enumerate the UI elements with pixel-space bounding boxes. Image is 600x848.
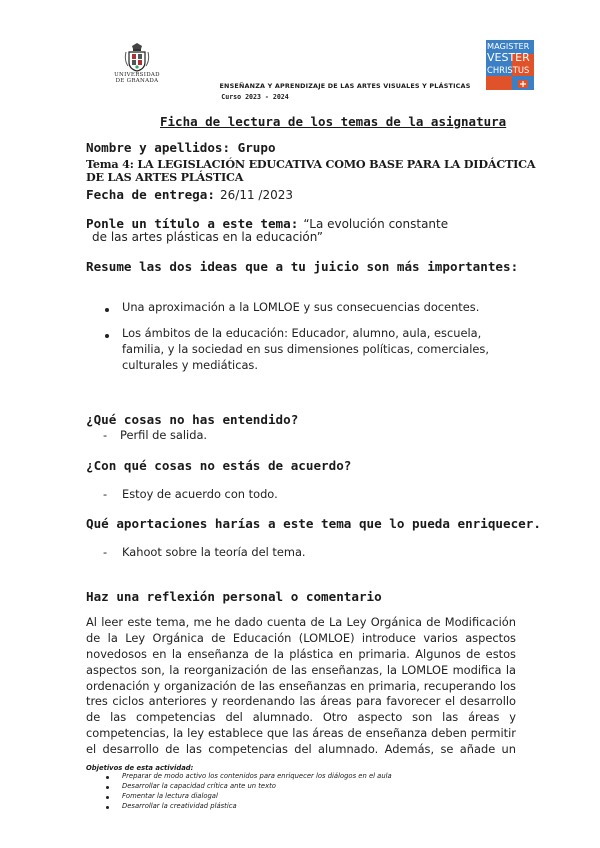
tema-title-line1: Tema 4: LA LEGISLACIÓN EDUCATIVA COMO BASE PARA LA DIDÁCTICA bbox=[86, 157, 536, 171]
university-name-line2: DE GRANADA bbox=[115, 78, 159, 84]
objective-item: Desarrollar la capacidad crítica ante un texto bbox=[122, 782, 276, 790]
reflection-question: Haz una reflexión personal o comentario bbox=[86, 589, 382, 604]
objectives-title: Objetivos de esta actividad: bbox=[86, 764, 194, 772]
tema-title-line2: DE LAS ARTES PLÁSTICA bbox=[86, 170, 244, 184]
summary-bullet-2-line3: culturales y mediáticas. bbox=[122, 358, 258, 372]
coat-of-arms-icon bbox=[124, 42, 150, 72]
magister-text-line3: CHRISTUS bbox=[487, 65, 530, 75]
reflection-line: tres ciclos anteriores y reordenando las áreas para favorecer el desarrollo bbox=[86, 694, 516, 709]
title-question-label: Ponle un título a este tema: bbox=[86, 216, 299, 231]
not-understood-answer: Perfil de salida. bbox=[120, 428, 208, 442]
magister-text-line2: VESTER bbox=[487, 51, 530, 64]
objective-item: Fomentar la lectura dialogal bbox=[122, 792, 218, 800]
summary-question: Resume las dos ideas que a tu juicio son más importantes: bbox=[86, 259, 519, 274]
document-title: Ficha de lectura de los temas de la asignatura bbox=[160, 114, 507, 129]
contributions-dash: - bbox=[103, 545, 108, 559]
course-header-year: Curso 2023 - 2024 bbox=[221, 93, 289, 101]
reflection-line: de la Ley Orgánica de Educación (LOMLOE) introduce varios aspectos bbox=[86, 630, 516, 645]
reflection-line: ordenación y organización de las enseñanzas en primaria, recuperando los bbox=[86, 678, 516, 693]
delivery-date-label: Fecha de entrega: bbox=[86, 187, 215, 202]
reflection-line: Al leer este tema, me he dado cuenta de La Ley Orgánica de Modificación bbox=[86, 615, 516, 629]
delivery-date bbox=[86, 184, 293, 203]
contributions-question: Qué aportaciones harías a este tema que lo pueda enriquecer. bbox=[86, 516, 541, 531]
objective-item: Preparar de modo activo los contenidos para enriquecer los diálogos en el aula bbox=[122, 772, 392, 780]
bullet-dot bbox=[105, 334, 109, 338]
disagree-question: ¿Con qué cosas no estás de acuerdo? bbox=[86, 458, 352, 473]
bullet-dot bbox=[106, 806, 109, 809]
not-understood-dash: - bbox=[103, 428, 108, 442]
reflection-line: competencias, la ley establece que las áreas de enseñanza deben permitir bbox=[86, 726, 516, 741]
title-answer-line1: “La evolución constante bbox=[303, 217, 449, 231]
objective-item: Desarrollar la creatividad plástica bbox=[122, 802, 237, 810]
university-name-line1: UNIVERSIDAD bbox=[114, 72, 160, 78]
bullet-dot bbox=[106, 786, 109, 789]
reflection-line: el desarrollo de las competencias del alumnado. Además, se añade un bbox=[86, 742, 516, 757]
reflection-line: aspectos son, la reorganización de las enseñanzas, la LOMLOE modifica la bbox=[86, 662, 516, 677]
reflection-text bbox=[86, 615, 516, 758]
disagree-answer: Estoy de acuerdo con todo. bbox=[122, 487, 278, 501]
course-header-title: ENSEÑANZA Y APRENDIZAJE DE LAS ARTES VISUALES Y PLÁSTICAS bbox=[219, 82, 471, 90]
magister-text-line1: MAGISTER bbox=[487, 41, 530, 51]
contributions-answer: Kahoot sobre la teoría del tema. bbox=[122, 545, 306, 559]
summary-bullet-2-line1: Los ámbitos de la educación: Educador, alumno, aula, escuela, bbox=[122, 326, 482, 340]
bullet-dot bbox=[105, 308, 109, 312]
not-understood-question: ¿Qué cosas no has entendido? bbox=[86, 412, 299, 427]
title-answer-line2: de las artes plásticas en la educación” bbox=[92, 230, 323, 244]
summary-bullet-2-line2: familia, y la sociedad en sus dimensiones políticas, comerciales, bbox=[122, 342, 489, 356]
reflection-line: novedosos en la enseñanza de la plástica en primaria. Algunos de estos bbox=[86, 646, 516, 661]
reflection-line: de las competencias del alumnado. Otro aspecto son las áreas y bbox=[86, 710, 516, 725]
delivery-date-value: 26/11 /2023 bbox=[220, 188, 293, 202]
university-logo bbox=[112, 42, 162, 90]
name-group-label: Nombre y apellidos: Grupo bbox=[86, 140, 276, 155]
summary-bullet-1: Una aproximación a la LOMLOE y sus consecuencias docentes. bbox=[122, 300, 480, 314]
bullet-dot bbox=[106, 776, 109, 779]
disagree-dash: - bbox=[103, 487, 108, 501]
bullet-dot bbox=[106, 796, 109, 799]
